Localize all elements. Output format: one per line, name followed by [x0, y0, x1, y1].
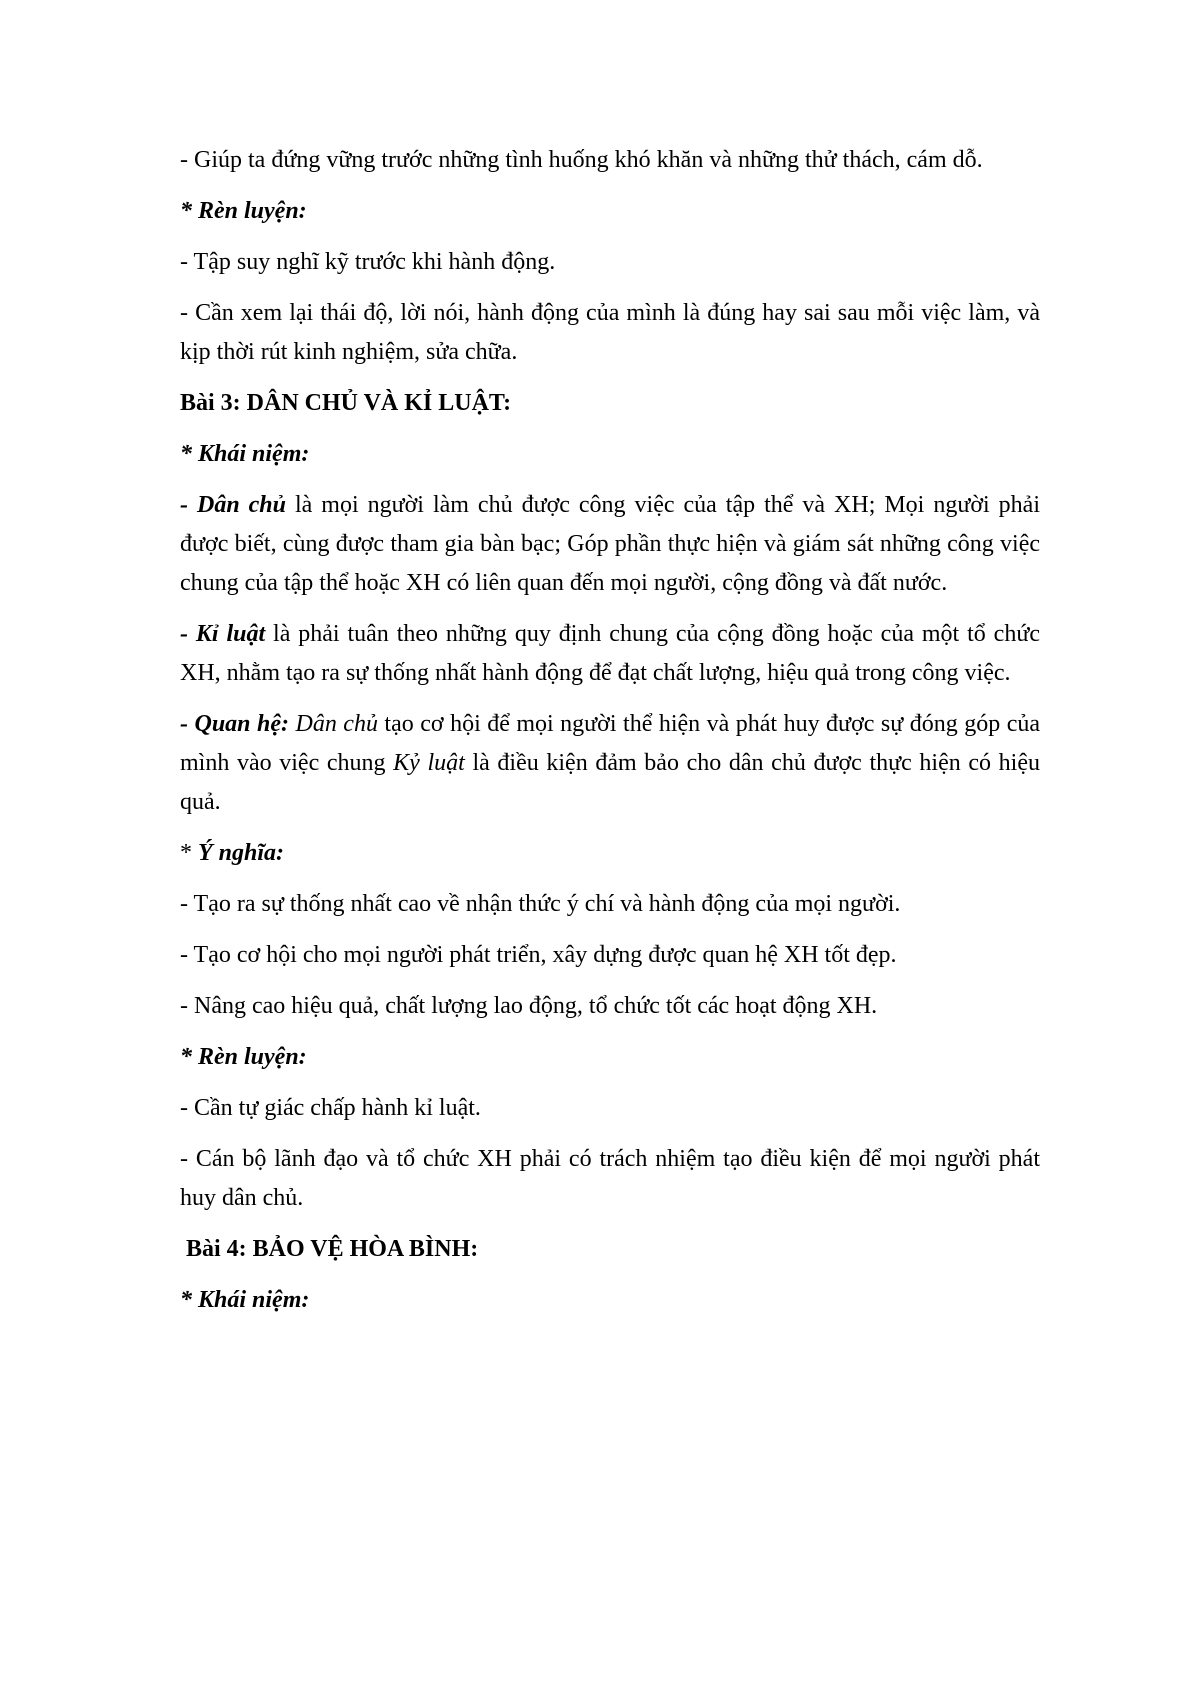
paragraph-y-nghia-2: - Tạo cơ hội cho mọi người phát triển, xây dựng được quan hệ XH tốt đẹp.	[180, 942, 897, 968]
subheading-y-nghia	[180, 834, 1040, 873]
paragraph-ren-luyen-1: - Cần tự giác chấp hành kỉ luật.	[180, 1095, 481, 1121]
paragraph-dan-chu	[180, 486, 1040, 603]
term-ki-luat: Kỉ luật	[195, 621, 266, 647]
section-title-bai-3: Bài 3: DÂN CHỦ VÀ KỈ LUẬT:	[180, 390, 512, 416]
term-quan-he: Quan hệ:	[194, 711, 289, 737]
italic-dan-chu: Dân chủ	[289, 711, 378, 737]
relation-text: là điều kiện đảm bảo cho dân chủ được thực hiện có hiệu quả.	[180, 750, 1040, 815]
paragraph-y-nghia-3: - Nâng cao hiệu quả, chất lượng lao động, tổ chức tốt các hoạt động XH.	[180, 993, 878, 1019]
paragraph-quan-he	[180, 705, 1040, 822]
relation-text: tạo cơ hội để mọi người thể hiện và phát huy được sự đóng góp của mình vào việc chung	[180, 711, 1040, 776]
definition-text: là phải tuân theo những quy định chung của cộng đồng hoặc của một tổ chức XH, nhằm tạo ra sự thống nhất hành động để đạt chất lượng, hiệu quả trong công việc.	[180, 621, 1040, 686]
subheading-ren-luyen: * Rèn luyện:	[180, 1044, 307, 1070]
paragraph-y-nghia-1: - Tạo ra sự thống nhất cao về nhận thức ý chí và hành động của mọi người.	[180, 891, 901, 917]
subheading-khai-niem: * Khái niệm:	[180, 441, 310, 467]
section-title-bai-4: Bài 4: BẢO VỆ HÒA BÌNH:	[186, 1236, 479, 1262]
paragraph-ki-luat	[180, 615, 1040, 693]
definition-text: là mọi người làm chủ được công việc của tập thể và XH; Mọi người phải được biết, cùng được tham gia bàn bạc; Góp phần thực hiện và giám sát những công việc chung của tập thể hoặc XH có liên quan đến mọi người, cộng đồng và đất nước.	[180, 492, 1041, 596]
paragraph-suy-nghi: - Tập suy nghĩ kỹ trước khi hành động.	[180, 249, 556, 275]
label-y-nghia: Ý nghĩa:	[198, 840, 285, 866]
dash: -	[180, 711, 195, 737]
document-page	[180, 141, 1040, 1332]
paragraph-ren-luyen-2: - Cán bộ lãnh đạo và tổ chức XH phải có trách nhiệm tạo điều kiện để mọi người phát huy dân chủ.	[180, 1146, 1040, 1211]
star: *	[180, 840, 198, 866]
dash: -	[180, 621, 196, 647]
italic-ky-luat: Kỷ luật	[393, 750, 465, 776]
paragraph-xem-lai: - Cần xem lại thái độ, lời nói, hành động của mình là đúng hay sai sau mỗi việc làm, và kịp thời rút kinh nghiệm, sửa chữa.	[180, 300, 1040, 365]
subheading-khai-niem: * Khái niệm:	[180, 1287, 310, 1313]
term-dan-chu: Dân chủ	[196, 492, 286, 518]
subheading-ren-luyen: * Rèn luyện:	[180, 198, 307, 224]
paragraph-dung-vung: - Giúp ta đứng vững trước những tình huống khó khăn và những thử thách, cám dỗ.	[180, 147, 983, 173]
dash: -	[180, 492, 197, 518]
